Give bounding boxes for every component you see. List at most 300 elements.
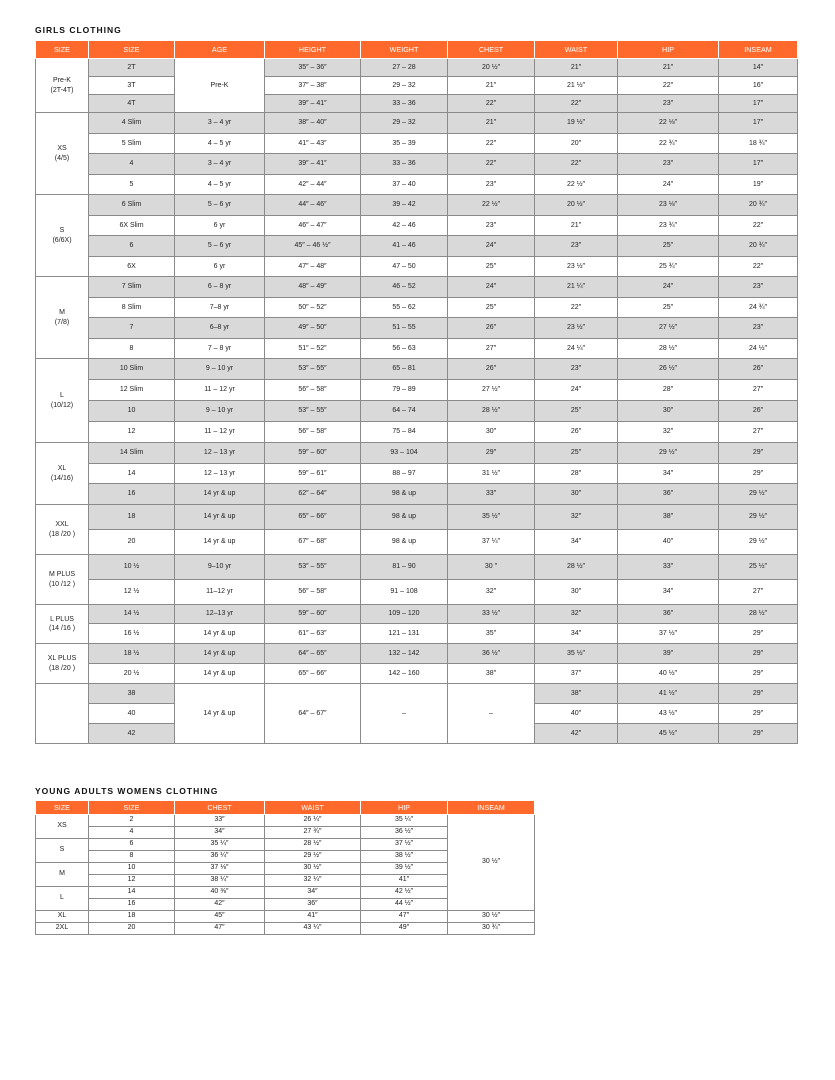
age-cell: 9 – 10 yr [175, 401, 265, 422]
size-cell: 2 [89, 815, 175, 827]
height-cell: 50″ – 52″ [265, 298, 361, 318]
size-cell: 20 [89, 530, 175, 555]
age-cell: 14 yr & up [175, 644, 265, 664]
inseam-cell: 20 ¾″ [719, 195, 798, 216]
chest-cell: 24″ [448, 277, 535, 298]
chest-cell: 37 ¼″ [448, 530, 535, 555]
waist-cell: 25″ [535, 443, 618, 464]
inseam-cell: 29″ [719, 684, 798, 704]
inseam-cell: 30 ½″ [448, 911, 535, 923]
header-height: HEIGHT [265, 41, 361, 59]
waist-cell: 24 ¼″ [535, 339, 618, 359]
size-group-label: XL (14/16) [36, 443, 89, 505]
chest-cell: 22″ [448, 134, 535, 154]
chest-cell: – [448, 684, 535, 744]
inseam-cell: 23″ [719, 277, 798, 298]
size-group-label: S (6/6X) [36, 195, 89, 277]
size-cell: 40 [89, 704, 175, 724]
hip-cell: 44 ½″ [361, 899, 448, 911]
chest-cell: 26″ [448, 318, 535, 339]
weight-cell: 29 – 32 [361, 113, 448, 134]
height-cell: 48″ – 49″ [265, 277, 361, 298]
waist-cell: 19 ½″ [535, 113, 618, 134]
hip-cell: 38 ½″ [361, 851, 448, 863]
chest-cell: 20 ½″ [448, 59, 535, 77]
height-cell: 56″ – 58″ [265, 422, 361, 443]
table-row [36, 422, 798, 443]
weight-cell: 132 – 142 [361, 644, 448, 664]
hip-cell: 47″ [361, 911, 448, 923]
size-cell: 20 ½ [89, 664, 175, 684]
chest-cell: 38 ¼″ [175, 875, 265, 887]
hip-cell: 36 ½″ [361, 827, 448, 839]
inseam-cell: 27″ [719, 580, 798, 605]
height-cell: 37″ – 38″ [265, 77, 361, 95]
weight-cell: 55 – 62 [361, 298, 448, 318]
size-group-label: 2XL [36, 923, 89, 935]
age-cell: 6 – 8 yr [175, 277, 265, 298]
header-weight: WEIGHT [361, 41, 448, 59]
waist-cell: 24″ [535, 380, 618, 401]
table-row [36, 815, 535, 827]
waist-cell: 32″ [535, 505, 618, 530]
weight-cell: 88 – 97 [361, 464, 448, 484]
header-size-group: SIZE [36, 41, 89, 59]
age-cell: 3 – 4 yr [175, 113, 265, 134]
weight-cell: 33 – 36 [361, 154, 448, 175]
young-adults-title: YOUNG ADULTS WOMENS CLOTHING [35, 786, 219, 796]
height-cell: 56″ – 58″ [265, 380, 361, 401]
weight-cell: 64 – 74 [361, 401, 448, 422]
table-row [36, 684, 798, 704]
inseam-cell: 23″ [719, 318, 798, 339]
table-row [36, 113, 798, 134]
waist-cell: 23 ½″ [535, 257, 618, 277]
table-row [36, 555, 798, 580]
waist-cell: 21″ [535, 216, 618, 236]
hip-cell: 32″ [618, 422, 719, 443]
chest-cell: 30″ [448, 422, 535, 443]
inseam-cell: 29″ [719, 704, 798, 724]
header-inseam: INSEAM [448, 801, 535, 815]
chest-cell: 32″ [448, 580, 535, 605]
table-row [36, 277, 798, 298]
age-cell: 6 yr [175, 216, 265, 236]
size-group-label: XS [36, 815, 89, 839]
hip-cell: 27 ½″ [618, 318, 719, 339]
age-cell: 3 – 4 yr [175, 154, 265, 175]
size-cell: 6 [89, 236, 175, 257]
size-cell: 16 [89, 899, 175, 911]
inseam-cell: 24 ½″ [719, 339, 798, 359]
hip-cell: 25″ [618, 298, 719, 318]
age-cell: Pre-K [175, 59, 265, 113]
height-cell: 46″ – 47″ [265, 216, 361, 236]
size-cell: 2T [89, 59, 175, 77]
size-cell: 12 Slim [89, 380, 175, 401]
hip-cell: 36″ [618, 484, 719, 505]
table-row [36, 134, 798, 154]
inseam-cell: 16″ [719, 77, 798, 95]
age-cell: 14 yr & up [175, 684, 265, 744]
height-cell: 67″ – 68″ [265, 530, 361, 555]
header-size-group: SIZE [36, 801, 89, 815]
chest-cell: 40 ⅜″ [175, 887, 265, 899]
chest-cell: 45″ [175, 911, 265, 923]
chest-cell: 34″ [175, 827, 265, 839]
chest-cell: 26″ [448, 359, 535, 380]
size-cell: 8 [89, 851, 175, 863]
size-cell: 6 [89, 839, 175, 851]
chest-cell: 21″ [448, 77, 535, 95]
young-adults-size-table [35, 800, 535, 935]
hip-cell: 45 ½″ [618, 724, 719, 744]
size-cell: 16 [89, 484, 175, 505]
size-cell: 20 [89, 923, 175, 935]
hip-cell: 23″ [618, 95, 719, 113]
hip-cell: 28 ½″ [618, 339, 719, 359]
chest-cell: 23″ [448, 175, 535, 195]
weight-cell: 98 & up [361, 530, 448, 555]
table-row [36, 175, 798, 195]
size-cell: 3T [89, 77, 175, 95]
hip-cell: 23 ¾″ [618, 216, 719, 236]
size-cell: 5 [89, 175, 175, 195]
age-cell: 11 – 12 yr [175, 422, 265, 443]
height-cell: 65″ – 66″ [265, 505, 361, 530]
hip-cell: 26 ½″ [618, 359, 719, 380]
inseam-cell: 18 ¾″ [719, 134, 798, 154]
table-row [36, 257, 798, 277]
hip-cell: 33″ [618, 555, 719, 580]
hip-cell: 34″ [618, 580, 719, 605]
table-row [36, 216, 798, 236]
weight-cell: 142 – 160 [361, 664, 448, 684]
inseam-cell: 29″ [719, 443, 798, 464]
hip-cell: 34″ [618, 464, 719, 484]
size-cell: 4T [89, 95, 175, 113]
hip-cell: 42 ½″ [361, 887, 448, 899]
hip-cell: 22 ¾″ [618, 134, 719, 154]
table-row [36, 624, 798, 644]
table-row [36, 580, 798, 605]
waist-cell: 30″ [535, 580, 618, 605]
size-cell: 10 ½ [89, 555, 175, 580]
hip-cell: 36″ [618, 605, 719, 624]
table-row [36, 154, 798, 175]
table-row [36, 484, 798, 505]
table-row [36, 298, 798, 318]
height-cell: 35″ – 36″ [265, 59, 361, 77]
size-cell: 7 Slim [89, 277, 175, 298]
table-row [36, 923, 535, 935]
inseam-cell: 24 ¾″ [719, 298, 798, 318]
height-cell: 62″ – 64″ [265, 484, 361, 505]
size-cell: 18 [89, 505, 175, 530]
inseam-cell: 17″ [719, 95, 798, 113]
chest-cell: 28 ½″ [448, 401, 535, 422]
size-cell: 18 [89, 911, 175, 923]
table-row [36, 911, 535, 923]
age-cell: 12–13 yr [175, 605, 265, 624]
height-cell: 41″ – 43″ [265, 134, 361, 154]
table-row [36, 359, 798, 380]
size-cell: 42 [89, 724, 175, 744]
age-cell: 14 yr & up [175, 530, 265, 555]
hip-cell: 25″ [618, 236, 719, 257]
table-row [36, 443, 798, 464]
waist-cell: 28″ [535, 464, 618, 484]
table-row [36, 318, 798, 339]
hip-cell: 41 ½″ [618, 684, 719, 704]
age-cell: 14 yr & up [175, 484, 265, 505]
height-cell: 59″ – 61″ [265, 464, 361, 484]
weight-cell: 121 – 131 [361, 624, 448, 644]
chest-cell: 33 ½″ [448, 605, 535, 624]
waist-cell: 38″ [535, 684, 618, 704]
chest-cell: 29″ [448, 443, 535, 464]
girls-clothing-title: GIRLS CLOTHING [35, 25, 122, 35]
header-hip: HIP [361, 801, 448, 815]
hip-cell: 35 ¼″ [361, 815, 448, 827]
size-cell: 7 [89, 318, 175, 339]
age-cell: 11 – 12 yr [175, 380, 265, 401]
chest-cell: 23″ [448, 216, 535, 236]
hip-cell: 25 ¾″ [618, 257, 719, 277]
hip-cell: 49″ [361, 923, 448, 935]
chest-cell: 35 ½″ [448, 505, 535, 530]
inseam-cell: 29″ [719, 464, 798, 484]
chest-cell: 47″ [175, 923, 265, 935]
size-group-label: M [36, 863, 89, 887]
chest-cell: 33″ [448, 484, 535, 505]
age-cell: 11–12 yr [175, 580, 265, 605]
height-cell: 39″ – 41″ [265, 95, 361, 113]
chest-cell: 35 ¼″ [175, 839, 265, 851]
size-cell: 16 ½ [89, 624, 175, 644]
weight-cell: 81 – 90 [361, 555, 448, 580]
hip-cell: 24″ [618, 175, 719, 195]
inseam-cell: 20 ¾″ [719, 236, 798, 257]
weight-cell: 37 – 40 [361, 175, 448, 195]
size-group-label: M (7/8) [36, 277, 89, 359]
weight-cell: 51 – 55 [361, 318, 448, 339]
chest-cell: 38″ [448, 664, 535, 684]
header-waist: WAIST [265, 801, 361, 815]
chest-cell: 35″ [448, 624, 535, 644]
inseam-cell: 26″ [719, 401, 798, 422]
height-cell: 53″ – 55″ [265, 555, 361, 580]
header-waist: WAIST [535, 41, 618, 59]
waist-cell: 36″ [265, 899, 361, 911]
inseam-cell: 19″ [719, 175, 798, 195]
size-cell: 38 [89, 684, 175, 704]
waist-cell: 34″ [535, 530, 618, 555]
hip-cell: 41″ [361, 875, 448, 887]
weight-cell: 29 – 32 [361, 77, 448, 95]
size-group-label: M PLUS (10 /12 ) [36, 555, 89, 605]
hip-cell: 40″ [618, 530, 719, 555]
weight-cell: 33 – 36 [361, 95, 448, 113]
table-row [36, 195, 798, 216]
inseam-cell: 29″ [719, 664, 798, 684]
chest-cell: 22″ [448, 95, 535, 113]
table-row [36, 530, 798, 555]
age-cell: 6–8 yr [175, 318, 265, 339]
waist-cell: 27 ¾″ [265, 827, 361, 839]
hip-cell: 22″ [618, 77, 719, 95]
size-cell: 4 Slim [89, 113, 175, 134]
waist-cell: 26 ¼″ [265, 815, 361, 827]
waist-cell: 23″ [535, 359, 618, 380]
weight-cell: 91 – 108 [361, 580, 448, 605]
hip-cell: 22 ⅛″ [618, 113, 719, 134]
hip-cell: 43 ½″ [618, 704, 719, 724]
age-cell: 7–8 yr [175, 298, 265, 318]
waist-cell: 32″ [535, 605, 618, 624]
waist-cell: 22″ [535, 95, 618, 113]
weight-cell: 109 – 120 [361, 605, 448, 624]
inseam-cell: 22″ [719, 257, 798, 277]
age-cell: 9–10 yr [175, 555, 265, 580]
chest-cell: 21″ [448, 113, 535, 134]
height-cell: 53″ – 55″ [265, 359, 361, 380]
table-row [36, 77, 798, 95]
size-cell: 10 Slim [89, 359, 175, 380]
waist-cell: 22″ [535, 298, 618, 318]
size-cell: 8 [89, 339, 175, 359]
header-chest: CHEST [448, 41, 535, 59]
inseam-cell: 14″ [719, 59, 798, 77]
age-cell: 14 yr & up [175, 664, 265, 684]
weight-cell: 98 & up [361, 505, 448, 530]
weight-cell: 46 – 52 [361, 277, 448, 298]
weight-cell: 47 – 50 [361, 257, 448, 277]
header-size: SIZE [89, 41, 175, 59]
inseam-cell: 29″ [719, 644, 798, 664]
table-row [36, 236, 798, 257]
weight-cell: 35 – 39 [361, 134, 448, 154]
weight-cell: 65 – 81 [361, 359, 448, 380]
table-row [36, 464, 798, 484]
height-cell: 49″ – 50″ [265, 318, 361, 339]
waist-cell: 28 ½″ [535, 555, 618, 580]
hip-cell: 39″ [618, 644, 719, 664]
waist-cell: 23 ½″ [535, 318, 618, 339]
weight-cell: 42 – 46 [361, 216, 448, 236]
size-cell: 14 [89, 464, 175, 484]
waist-cell: 37″ [535, 664, 618, 684]
weight-cell: – [361, 684, 448, 744]
waist-cell: 30 ½″ [265, 863, 361, 875]
chest-cell: 25″ [448, 257, 535, 277]
chest-cell: 22″ [448, 154, 535, 175]
height-cell: 51″ – 52″ [265, 339, 361, 359]
waist-cell: 22 ½″ [535, 175, 618, 195]
age-cell: 4 – 5 yr [175, 175, 265, 195]
hip-cell: 40 ½″ [618, 664, 719, 684]
size-group-label: L (10/12) [36, 359, 89, 443]
table-row [36, 664, 798, 684]
inseam-cell: 22″ [719, 216, 798, 236]
hip-cell: 23 ⅛″ [618, 195, 719, 216]
chest-cell: 30 ″ [448, 555, 535, 580]
chest-cell: 22 ½″ [448, 195, 535, 216]
hip-cell: 23″ [618, 154, 719, 175]
inseam-cell: 17″ [719, 154, 798, 175]
height-cell: 45″ – 46 ½″ [265, 236, 361, 257]
waist-cell: 34″ [535, 624, 618, 644]
header-hip: HIP [618, 41, 719, 59]
size-cell: 14 [89, 887, 175, 899]
chest-cell: 36 ½″ [448, 644, 535, 664]
size-cell: 6X Slim [89, 216, 175, 236]
header-chest: CHEST [175, 801, 265, 815]
age-cell: 12 – 13 yr [175, 464, 265, 484]
size-cell: 12 [89, 875, 175, 887]
waist-cell: 28 ½″ [265, 839, 361, 851]
size-cell: 12 ½ [89, 580, 175, 605]
age-cell: 6 yr [175, 257, 265, 277]
size-cell: 4 [89, 154, 175, 175]
size-group-label: S [36, 839, 89, 863]
young-header-row [36, 801, 535, 815]
inseam-cell: 29″ [719, 724, 798, 744]
hip-cell: 37 ½″ [618, 624, 719, 644]
waist-cell: 41″ [265, 911, 361, 923]
hip-cell: 28″ [618, 380, 719, 401]
weight-cell: 75 – 84 [361, 422, 448, 443]
hip-cell: 29 ½″ [618, 443, 719, 464]
waist-cell: 40″ [535, 704, 618, 724]
weight-cell: 39 – 42 [361, 195, 448, 216]
height-cell: 44″ – 46″ [265, 195, 361, 216]
size-cell: 18 ½ [89, 644, 175, 664]
inseam-cell: 26″ [719, 359, 798, 380]
table-row [36, 339, 798, 359]
age-cell: 5 – 6 yr [175, 195, 265, 216]
inseam-cell: 29 ½″ [719, 505, 798, 530]
size-group-label: XL PLUS (18 /20 ) [36, 644, 89, 684]
table-row [36, 605, 798, 624]
size-group-label: L [36, 887, 89, 911]
girls-header-row [36, 41, 798, 59]
age-cell: 7 – 8 yr [175, 339, 265, 359]
inseam-shared-cell: 30 ½″ [448, 815, 535, 911]
height-cell: 42″ – 44″ [265, 175, 361, 195]
waist-cell: 21″ [535, 59, 618, 77]
waist-cell: 21 ½″ [535, 77, 618, 95]
weight-cell: 41 – 46 [361, 236, 448, 257]
size-cell: 10 [89, 401, 175, 422]
height-cell: 47″ – 48″ [265, 257, 361, 277]
table-row [36, 380, 798, 401]
height-cell: 59″ – 60″ [265, 443, 361, 464]
size-group-label: XL [36, 911, 89, 923]
waist-cell: 29 ½″ [265, 851, 361, 863]
waist-cell: 23″ [535, 236, 618, 257]
age-cell: 14 yr & up [175, 505, 265, 530]
girls-size-table [35, 40, 798, 744]
table-row [36, 401, 798, 422]
hip-cell: 30″ [618, 401, 719, 422]
waist-cell: 21 ¼″ [535, 277, 618, 298]
hip-cell: 24″ [618, 277, 719, 298]
table-row [36, 59, 798, 77]
size-group-label: XXL (18 /20 ) [36, 505, 89, 555]
height-cell: 53″ – 55″ [265, 401, 361, 422]
hip-cell: 39 ½″ [361, 863, 448, 875]
